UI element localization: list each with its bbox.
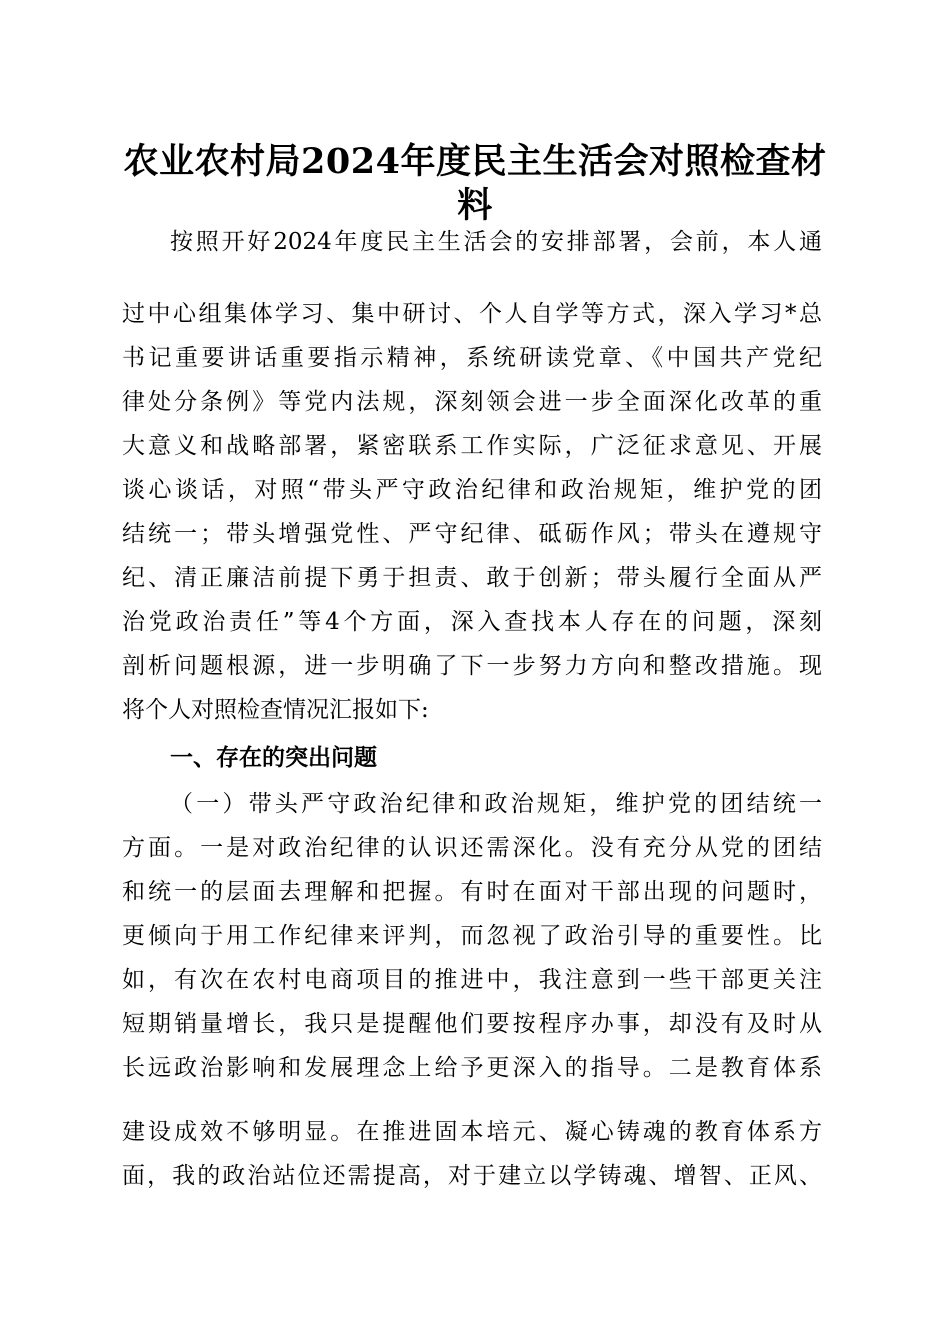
text-line: 方面。一是对政治纪律的认识还需深化。没有充分从党的团结 — [122, 835, 822, 861]
text-line: 纪、清正廉洁前提下勇于担责、敢于创新；带头履行全面从严 — [122, 565, 822, 591]
section-heading: 一、存在的突出问题 — [170, 745, 377, 771]
text-line: 短期销量增长，我只是提醒他们要按程序办事，却没有及时从 — [122, 1011, 822, 1037]
text-line: 剖析问题根源，进一步明确了下一步努力方向和整改措施。现 — [122, 653, 822, 679]
text-line: 律处分条例》等党内法规，深刻领会进一步全面深化改革的重 — [122, 389, 822, 415]
text-line: 面，我的政治站位还需提高，对于建立以学铸魂、增智、正风、 — [122, 1163, 822, 1189]
text-line: 结统一；带头增强党性、严守纪律、砥砺作风；带头在遵规守 — [122, 521, 822, 547]
title-line-2: 料 — [457, 185, 493, 226]
text-line: （一）带头严守政治纪律和政治规矩，维护党的团结统一 — [170, 791, 822, 817]
text-line: 将个人对照检查情况汇报如下: — [122, 697, 429, 723]
text-line: 过中心组集体学习、集中研讨、个人自学等方式，深入学习*总 — [122, 301, 822, 327]
text-line: 如，有次在农村电商项目的推进中，我注意到一些干部更关注 — [122, 967, 822, 993]
text-line: 谈心谈话，对照“带头严守政治纪律和政治规矩，维护党的团 — [122, 477, 822, 503]
text-line: 书记重要讲话重要指示精神，系统研读党章、《中国共产党纪 — [122, 345, 822, 371]
document-title — [118, 140, 832, 228]
text-line: 大意义和战略部署，紧密联系工作实际，广泛征求意见、开展 — [122, 433, 822, 459]
text-line: 按照开好2024年度民主生活会的安排部署，会前，本人通 — [170, 229, 822, 255]
text-line: 长远政治影响和发展理念上给予更深入的指导。二是教育体系 — [122, 1055, 822, 1081]
title-line-1: 农业农村局2024年度民主生活会对照检查材 — [123, 141, 827, 182]
text-line: 和统一的层面去理解和把握。有时在面对干部出现的问题时， — [122, 879, 822, 905]
text-line: 建设成效不够明显。在推进固本培元、凝心铸魂的教育体系方 — [122, 1119, 822, 1145]
text-line: 治党政治责任”等4个方面，深入查找本人存在的问题，深刻 — [122, 609, 822, 635]
text-line: 更倾向于用工作纪律来评判，而忽视了政治引导的重要性。比 — [122, 923, 822, 949]
